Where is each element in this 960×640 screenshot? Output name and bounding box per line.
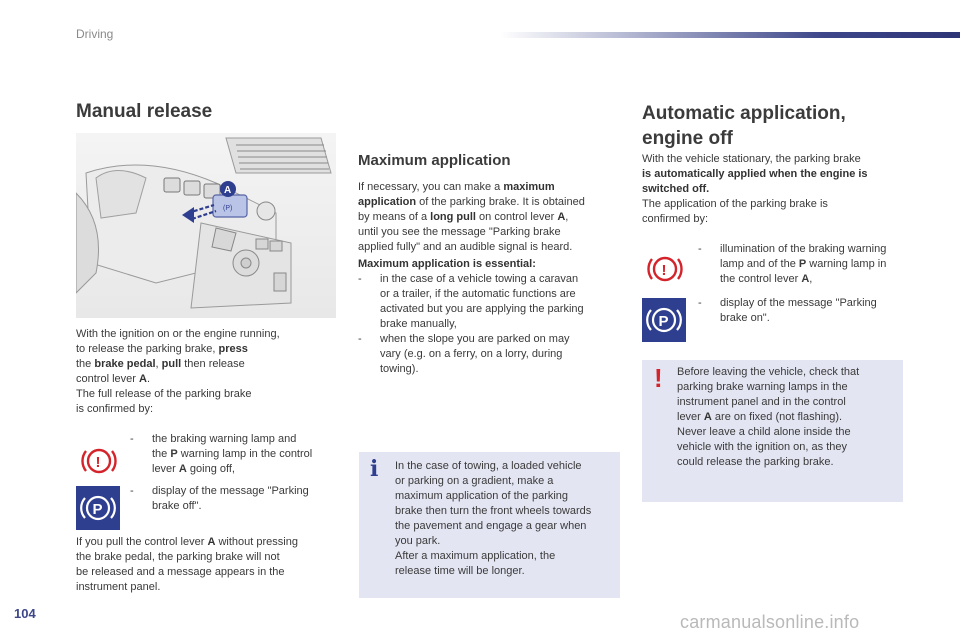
svg-text:!: !: [95, 454, 101, 471]
list-item: - illumination of the braking warning lamp and of the P warning lamp in the control lever A,: [698, 243, 887, 285]
callout-a: A: [224, 185, 232, 196]
body-line: applied fully" and an audible signal is heard.: [358, 241, 573, 253]
parking-brake-icon: [642, 298, 686, 342]
note-line: brake then turn the front wheels towards: [395, 505, 592, 517]
brake-warning-icon: [78, 440, 120, 482]
outro-line: be released and a message appears in the: [76, 566, 285, 578]
intro-line: With the ignition on or the engine running,: [76, 328, 280, 340]
brake-warning-icon: [644, 248, 686, 290]
svg-text:P: P: [92, 501, 103, 518]
list-item: - display of the message "Parking brake off".: [130, 485, 309, 512]
note-line: parking brake warning lamps in the: [677, 381, 848, 393]
body-line: The application of the parking brake is: [642, 198, 828, 210]
intro-line: control lever A.: [76, 373, 150, 385]
body-line: by means of a long pull on control lever A,: [358, 211, 569, 223]
body-line: Maximum application is essential:: [358, 258, 536, 270]
note-line: Before leaving the vehicle, check that: [677, 366, 860, 378]
body-line: until you see the message "Parking brake: [358, 226, 561, 238]
body-line: confirmed by:: [642, 213, 709, 225]
note-line: After a maximum application, the: [395, 550, 556, 562]
warning-note-text: [677, 365, 899, 470]
note-line: lever A are on fixed (not flashing).: [677, 411, 843, 423]
list-item: - when the slope you are parked on may vary (e.g. on a ferry, on a lorry, during towing).: [358, 333, 570, 375]
intro-line: is confirmed by:: [76, 403, 154, 415]
page-number: 104: [14, 606, 36, 621]
list-item: - display of the message "Parking brake on".: [698, 297, 877, 324]
intro-line: The full release of the parking brake: [76, 388, 252, 400]
manual-release-heading: Manual release: [76, 101, 213, 122]
maximum-application-body: [358, 180, 626, 377]
note-line: vehicle with the ignition on, as they: [677, 441, 847, 453]
note-line: or parking on a gradient, make a: [395, 475, 554, 487]
automatic-application-heading: Automatic application, engine off: [642, 103, 846, 149]
note-line: release time will be longer.: [395, 565, 525, 577]
outro-line: If you pull the control lever A without pressing: [76, 536, 298, 548]
parking-brake-lever-photo: [76, 133, 336, 318]
info-note: [359, 452, 620, 598]
body-line: If necessary, you can make a maximum: [358, 181, 555, 193]
header-bar: [500, 32, 960, 38]
parking-brake-icon: [76, 486, 120, 530]
section-title: Driving: [76, 27, 114, 41]
intro-line: the brake pedal, pull then release: [76, 358, 245, 370]
body-line: is automatically applied when the engine is: [642, 168, 868, 180]
list-item: - the braking warning lamp and the P warning lamp in the control lever A going off,: [130, 433, 313, 475]
intro-line: to release the parking brake, press: [76, 343, 248, 355]
note-line: Never leave a child alone inside the: [677, 426, 851, 438]
outro-line: the brake pedal, the parking brake will not: [76, 551, 280, 563]
body-line: With the vehicle stationary, the parking brake: [642, 153, 861, 165]
warning-note: [642, 360, 903, 502]
note-line: maximum application of the parking: [395, 490, 569, 502]
outro-line: instrument panel.: [76, 581, 161, 593]
svg-text:P: P: [658, 313, 669, 330]
body-line: application of the parking brake. It is obtained: [358, 196, 585, 208]
manual-release-outro: [76, 535, 346, 595]
note-line: could release the parking brake.: [677, 456, 834, 468]
svg-text:!: !: [661, 262, 667, 279]
svg-text:(P): (P): [223, 205, 233, 212]
list-item: - in the case of a vehicle towing a caravan or a trailer, if the automatic functions are activated but you are applying the parking brake manually,: [358, 273, 584, 330]
automatic-application-body: [642, 152, 912, 227]
watermark: carmanualsonline.info: [680, 612, 860, 632]
info-note-text: [395, 459, 620, 579]
info-icon: i: [370, 456, 379, 482]
note-line: the pavement and engage a gear when: [395, 520, 587, 532]
note-line: instrument panel and in the control: [677, 396, 846, 408]
body-line: switched off.: [642, 183, 710, 195]
note-line: you park.: [395, 535, 441, 547]
note-line: In the case of towing, a loaded vehicle: [395, 460, 582, 472]
exclamation-icon: !: [654, 363, 663, 393]
manual-release-intro: [76, 327, 336, 417]
maximum-application-heading: Maximum application: [358, 152, 511, 169]
